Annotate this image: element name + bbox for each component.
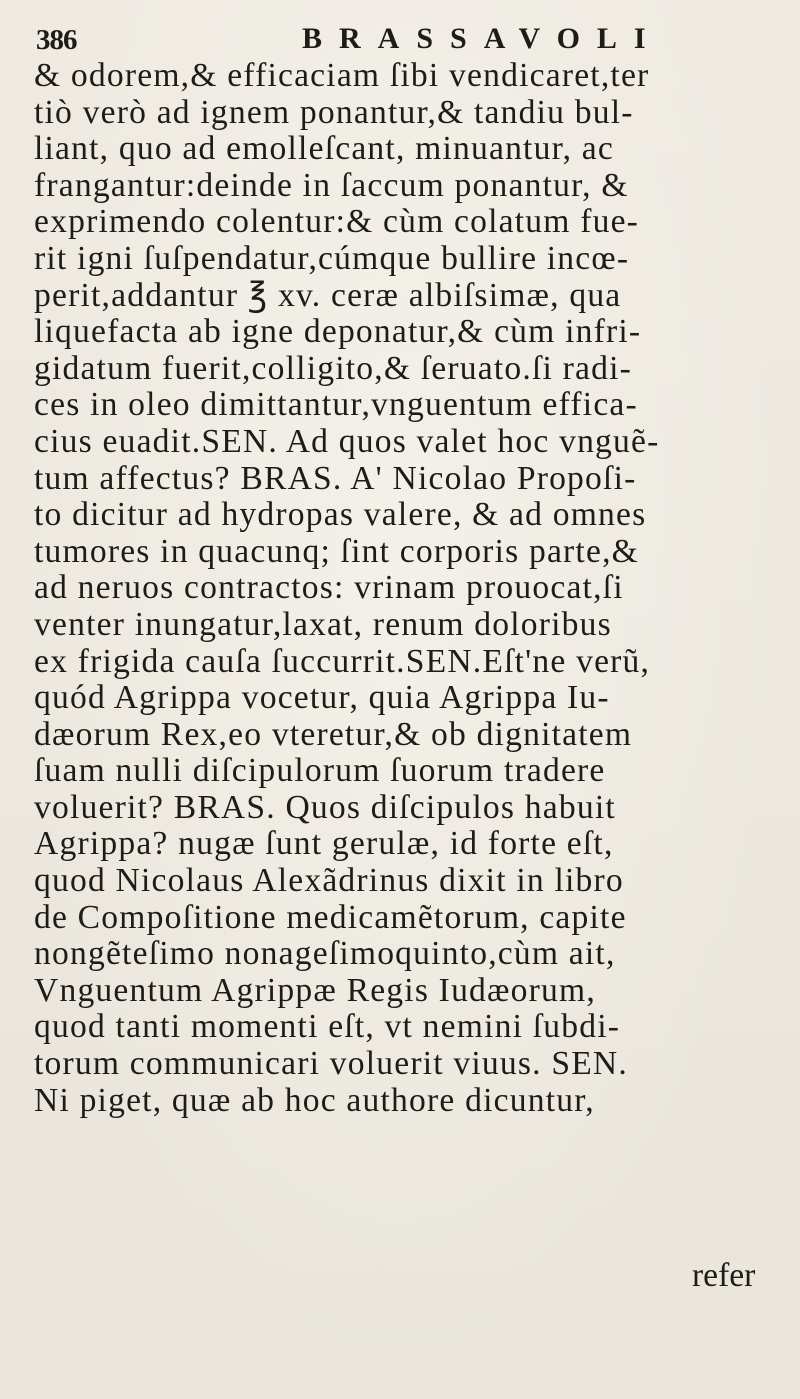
text-line: liant, quo ad emolleſcant, minuantur, ac [34,130,615,168]
page-number: 386 [36,24,77,56]
text-line: tiò verò ad ignem ponantur,& tandiu bul- [34,93,634,131]
text-line: Ni piget, quæ ab hoc authore dicuntur, [34,1081,595,1119]
text-line: voluerit? BRAS. Quos diſcipulos habuit [34,788,616,826]
text-line: exprimendo colentur:& cùm colatum fue- [34,203,640,241]
text-line: de Compoſitione medicamẽtorum, capite [34,898,627,936]
text-line: perit,addantur ℥ xv. ceræ albiſsimæ, qua [34,276,622,314]
text-line: ad neruos contractos: vrinam prouocat,ſi [34,569,624,607]
text-line: ex frigida cauſa ſuccurrit.SEN.Eſt'ne verũ, [34,642,651,680]
text-line: venter inungatur,laxat, renum doloribus [34,605,612,643]
text-line: quod Nicolaus Alexãdrinus dixit in libro [34,862,624,900]
text-line: & odorem,& efficaciam ſibi vendicaret,ter [34,57,650,94]
text-line: to dicitur ad hydropas valere, & ad omnes [34,496,647,534]
text-line: tumores in quacunq; ſint corporis parte,& [34,532,639,570]
running-head: BRASSAVOLI [302,22,663,55]
body-text [34,58,774,1119]
text-line: dæorum Rex,eo vteretur,& ob dignitatem [34,715,633,753]
text-line: ces in oleo dimittantur,vnguentum effica- [34,386,638,424]
text-line: ſuam nulli diſcipulorum ſuorum tradere [34,752,606,790]
text-line: torum communicari voluerit viuus. SEN. [34,1045,628,1083]
text-line: rit igni ſuſpendatur,cúmque bullire incœ- [34,239,630,277]
text-line: quod tanti momenti eſt, vt nemini ſubdi- [34,1008,621,1046]
text-line: Agrippa? nugæ ſunt gerulæ, id forte eſt, [34,825,614,863]
text-line: frangantur:deinde in ſaccum ponantur, & [34,166,629,204]
text-line: tum affectus? BRAS. A' Nicolao Propoſi- [34,459,637,497]
catchword: refer [692,1257,756,1294]
text-line: quód Agrippa vocetur, quia Agrippa Iu- [34,679,610,717]
text-line: gidatum fuerit,colligito,& ſeruato.ſi radi- [34,349,633,387]
text-line: Vnguentum Agrippæ Regis Iudæorum, [34,971,596,1009]
text-line: liquefacta ab igne deponatur,& cùm infri- [34,313,642,351]
page-header [32,14,772,62]
text-line: nongẽteſimo nonageſimoquinto,cùm ait, [34,935,616,973]
text-line: cius euadit.SEN. Ad quos valet hoc vnguẽ- [34,422,660,460]
